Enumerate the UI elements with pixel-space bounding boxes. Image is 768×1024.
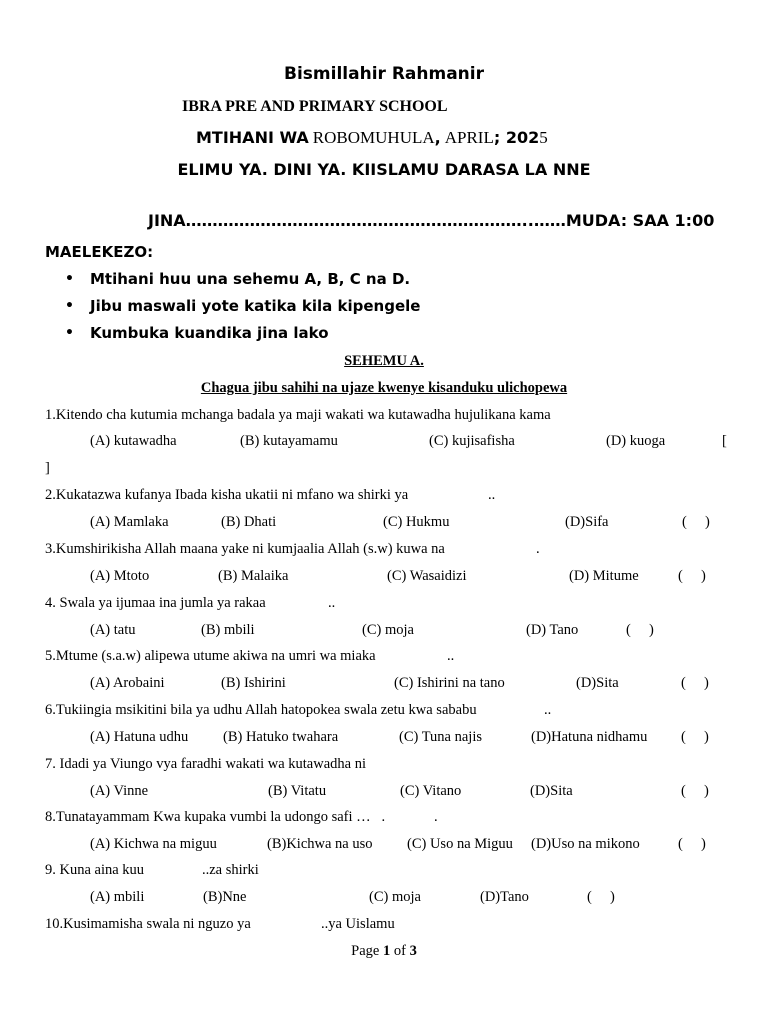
q6-option-b: (B) Hatuko twahara (223, 729, 339, 745)
exam-type: ROBOMUHULA (312, 128, 435, 147)
q3-option-c: (C) Wasaidizi (387, 568, 467, 584)
q4-option-a: (A) tatu (90, 622, 136, 638)
subject-title: ELIMU YA. DINI YA. KIISLAMU DARASA LA NNE (177, 160, 591, 179)
q1-answer-box-close: ] (45, 460, 50, 476)
section-subtitle: Chagua jibu sahihi na ujaze kwenye kisanduku ulichopewa (200, 380, 568, 396)
q7-option-d: (D)Sita (530, 783, 573, 799)
q1-option-b: (B) kutayamamu (240, 433, 338, 449)
q7-option-c: (C) Vitano (400, 783, 462, 799)
q5-answer-box[interactable]: ( ) (681, 675, 709, 691)
q1-option-d: (D) kuoga (606, 433, 666, 449)
question-7: 7. Idadi ya Viungo vya faradhi wakati wa kutawadha ni (45, 756, 366, 772)
exam-title (196, 128, 548, 148)
q3-option-d: (D) Mitume (569, 568, 639, 584)
q7-option-a: (A) Vinne (90, 783, 149, 799)
q8-option-b: (B)Kichwa na uso (267, 836, 373, 852)
q6-option-c: (C) Tuna najis (399, 729, 482, 745)
q8-option-d: (D)Uso na mikono (531, 836, 640, 852)
q5-option-c: (C) Ishirini na tano (394, 675, 505, 691)
q3-option-b: (B) Malaika (218, 568, 289, 584)
exam-sep: , (434, 128, 441, 147)
q6-blank: .. (544, 702, 552, 718)
q4-option-d: (D) Tano (526, 622, 579, 638)
q4-answer-box[interactable]: ( ) (626, 622, 654, 638)
bullet-icon: • (65, 325, 74, 341)
question-4: 4. Swala ya ijumaa ina jumla ya rakaa (45, 595, 266, 611)
name-line: JINA………………………………………………………..……MUDA: SAA 1:00 (148, 211, 715, 230)
q9-answer-box[interactable]: ( ) (587, 889, 615, 905)
q1-option-c: (C) kujisafisha (429, 433, 515, 449)
q9-option-b: (B)Nne (203, 889, 247, 905)
q6-answer-box[interactable]: ( ) (681, 729, 709, 745)
q7-answer-box[interactable]: ( ) (681, 783, 709, 799)
section-title: SEHEMU A. (344, 353, 424, 369)
instruction-item: • Mtihani huu una sehemu A, B, C na D. (45, 266, 420, 293)
q10-blank: ..ya Uislamu (321, 916, 395, 932)
question-9: 9. Kuna aina kuu (45, 862, 145, 878)
q2-option-c: (C) Hukmu (383, 514, 450, 530)
q8-answer-box[interactable]: ( ) (678, 836, 706, 852)
q8-option-a: (A) Kichwa na miguu (90, 836, 217, 852)
q5-blank: .. (447, 648, 455, 664)
q4-option-b: (B) mbili (201, 622, 255, 638)
instruction-item: • Jibu maswali yote katika kila kipengele (45, 293, 420, 320)
bismillah-heading: Bismillahir Rahmanir (284, 64, 484, 84)
q5-option-d: (D)Sita (576, 675, 619, 691)
question-8: 8.Tunatayammam Kwa kupaka vumbi la udongo safi … . (45, 809, 386, 825)
exam-year: ; 202 (493, 128, 540, 147)
q2-option-d: (D)Sifa (565, 514, 609, 530)
page-number: Page 1 of 3 (351, 943, 417, 959)
q9-option-c: (C) moja (369, 889, 421, 905)
q1-option-a: (A) kutawadha (90, 433, 177, 449)
q5-option-a: (A) Arobaini (90, 675, 165, 691)
q4-blank: .. (328, 595, 336, 611)
bullet-icon: • (65, 271, 74, 287)
exam-month: APRIL (444, 128, 494, 147)
q6-option-d: (D)Hatuna nidhamu (531, 729, 648, 745)
school-name: IBRA PRE AND PRIMARY SCHOOL (182, 98, 448, 115)
question-2: 2.Kukatazwa kufanya Ibada kisha ukatii ni mfano wa shirki ya (45, 487, 409, 503)
instructions-heading: MAELEKEZO: (45, 243, 154, 261)
q9-option-a: (A) mbili (90, 889, 145, 905)
instructions-list (45, 266, 420, 347)
q4-option-c: (C) moja (362, 622, 414, 638)
q2-blank: .. (488, 487, 496, 503)
q6-option-a: (A) Hatuna udhu (90, 729, 189, 745)
question-10: 10.Kusimamisha swala ni nguzo ya (45, 916, 251, 932)
question-1: 1.Kitendo cha kutumia mchanga badala ya maji wakati wa kutawadha hujulikana kama (45, 407, 551, 423)
q3-answer-box[interactable]: ( ) (678, 568, 706, 584)
q7-option-b: (B) Vitatu (268, 783, 327, 799)
exam-prefix: MTIHANI WA (196, 128, 309, 147)
question-5: 5.Mtume (s.a.w) alipewa utume akiwa na umri wa miaka (45, 648, 376, 664)
q3-option-a: (A) Mtoto (90, 568, 150, 584)
q2-option-a: (A) Mamlaka (90, 514, 169, 530)
q8-option-c: (C) Uso na Miguu (407, 836, 513, 852)
q2-answer-box[interactable]: ( ) (682, 514, 710, 530)
question-3: 3.Kumshirikisha Allah maana yake ni kumjaalia Allah (s.w) kuwa na (45, 541, 445, 557)
q3-blank: . (536, 541, 540, 557)
q9-option-d: (D)Tano (480, 889, 529, 905)
q1-answer-box-open: [ (722, 433, 727, 449)
q5-option-b: (B) Ishirini (221, 675, 286, 691)
question-6: 6.Tukiingia msikitini bila ya udhu Allah hatopokea swala zetu kwa sababu (45, 702, 477, 718)
exam-year-last: 5 (539, 128, 548, 147)
q2-option-b: (B) Dhati (221, 514, 277, 530)
instruction-item: • Kumbuka kuandika jina lako (45, 320, 420, 347)
q9-blank: ..za shirki (202, 862, 259, 878)
bullet-icon: • (65, 298, 74, 314)
q8-blank: . (434, 809, 438, 825)
